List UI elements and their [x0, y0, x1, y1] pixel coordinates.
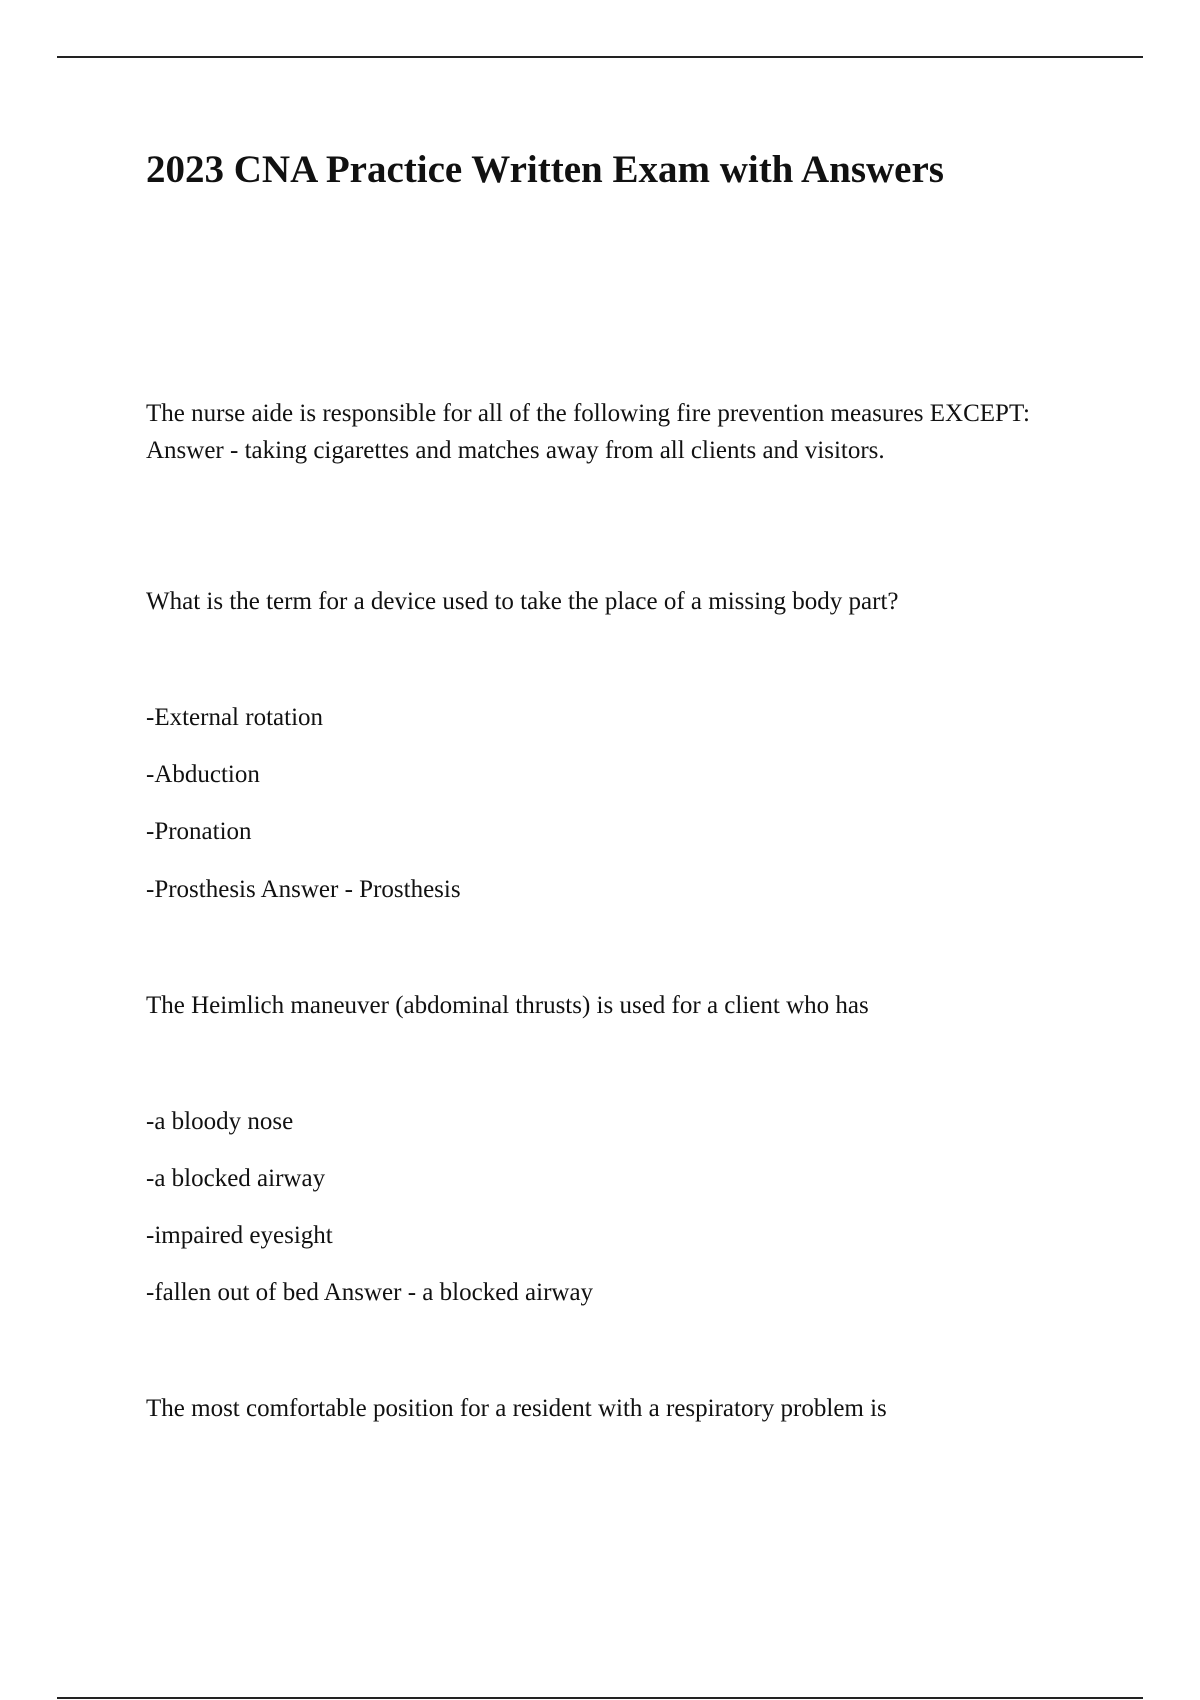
- question-2-option-3: -Pronation: [146, 818, 252, 845]
- question-3-option-1: -a bloody nose: [146, 1108, 294, 1135]
- question-2-option-2: -Abduction: [146, 761, 260, 788]
- question-2-option-4: -Prosthesis Answer - Prosthesis: [146, 876, 461, 903]
- top-rule: [57, 56, 1143, 58]
- question-2-text: What is the term for a device used to take the place of a missing body part?: [146, 588, 899, 615]
- question-3-option-2: -a blocked airway: [146, 1165, 326, 1192]
- document-title: 2023 CNA Practice Written Exam with Answers: [146, 148, 944, 191]
- bottom-rule: [57, 1697, 1143, 1699]
- question-3-option-3: -impaired eyesight: [146, 1222, 333, 1249]
- question-2-option-1: -External rotation: [146, 704, 324, 731]
- question-4-text: The most comfortable position for a resident with a respiratory problem is: [146, 1395, 887, 1422]
- question-3-text: The Heimlich maneuver (abdominal thrusts) is used for a client who has: [146, 992, 869, 1019]
- question-1-text: The nurse aide is responsible for all of the following fire prevention measures EXCEPT: Answer - taking cigarettes and matches away from all clients and visitors.: [146, 400, 1030, 464]
- question-3-option-4: -fallen out of bed Answer - a blocked airway: [146, 1279, 594, 1306]
